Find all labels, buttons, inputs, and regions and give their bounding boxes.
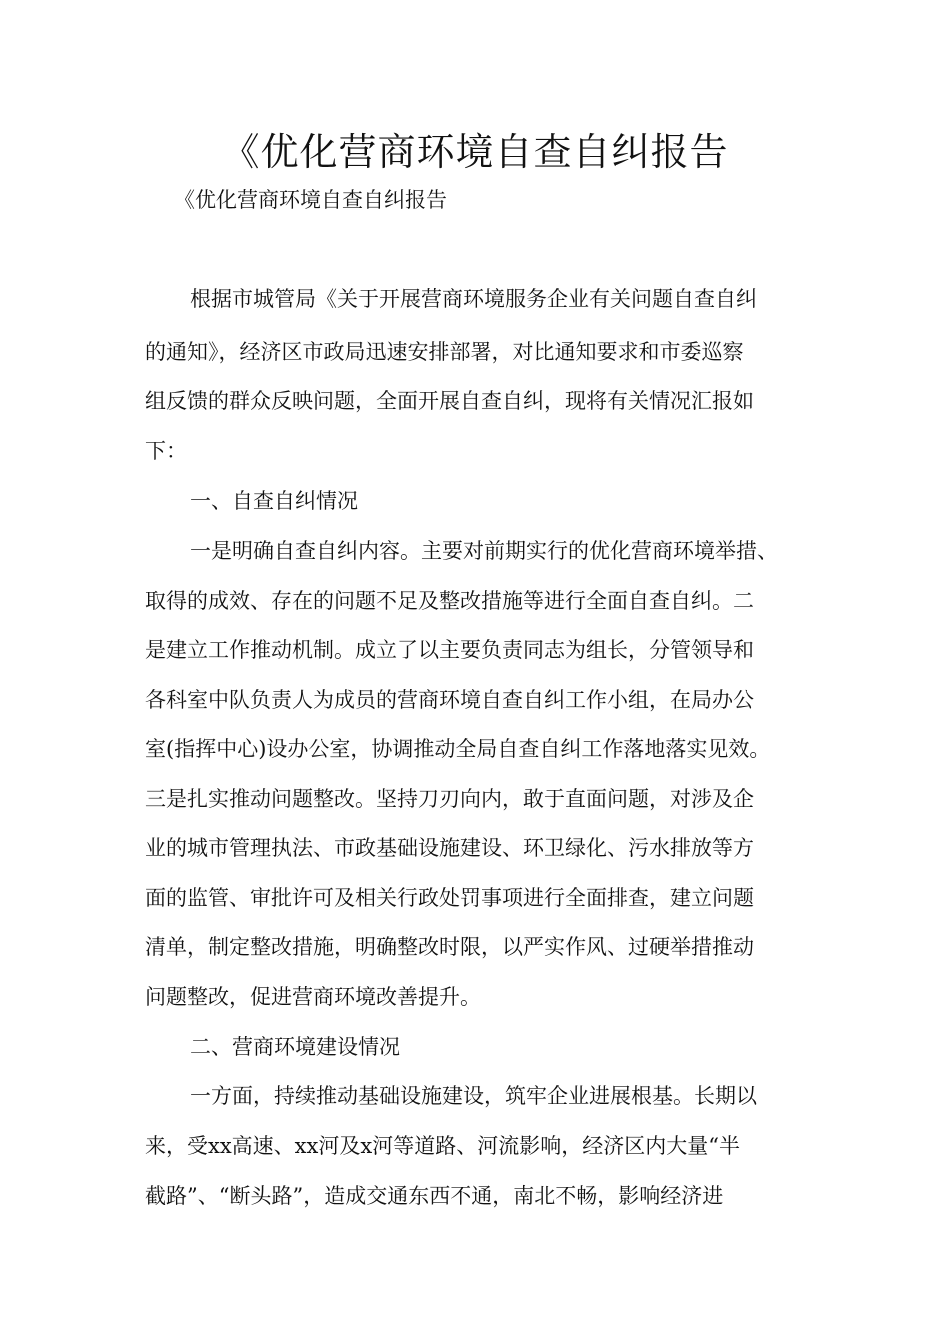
body-line: 三是扎实推动问题整改。坚持刀刃向内，敢于直面问题，对涉及企 [145,787,754,811]
document-subtitle: 《优化营商环境自查自纠报告 [174,188,447,212]
body-line: 是建立工作推动机制。成立了以主要负责同志为组长，分管领导和 [145,638,754,662]
body-line: 取得的成效、存在的问题不足及整改措施等进行全面自查自纠。二 [145,589,754,613]
body-line: 来，受xx高速、xx河及x河等道路、河流影响，经济区内大量“半 [145,1134,740,1158]
body-line: 各科室中队负责人为成员的营商环境自查自纠工作小组，在局办公 [145,688,754,712]
body-line: 面的监管、审批许可及相关行政处罚事项进行全面排查，建立问题 [145,886,754,910]
body-line: 根据市城管局《关于开展营商环境服务企业有关问题自查自纠 [190,287,757,311]
body-line: 室(指挥中心)设办公室，协调推动全局自查自纠工作落地落实见效。 [145,737,771,761]
body-line: 下： [145,439,187,463]
body-line: 截路”、“断头路”，造成交通东西不通，南北不畅，影响经济进 [145,1184,724,1208]
body-line: 组反馈的群众反映问题，全面开展自查自纠，现将有关情况汇报如 [145,389,754,413]
body-line: 问题整改，促进营商环境改善提升。 [145,985,481,1009]
section-heading: 二、营商环境建设情况 [190,1035,400,1059]
body-line: 业的城市管理执法、市政基础设施建设、环卫绿化、污水排放等方 [145,836,754,860]
body-line: 清单，制定整改措施，明确整改时限，以严实作风、过硬举措推动 [145,935,754,959]
document-title: 《优化营商环境自查自纠报告 [221,130,729,174]
body-line: 的通知》，经济区市政局迅速安排部署，对比通知要求和市委巡察 [145,340,744,364]
section-heading: 一、自查自纠情况 [190,489,358,513]
body-line: 一是明确自查自纠内容。主要对前期实行的优化营商环境举措、 [190,539,778,563]
body-line: 一方面，持续推动基础设施建设，筑牢企业进展根基。长期以 [190,1084,757,1108]
